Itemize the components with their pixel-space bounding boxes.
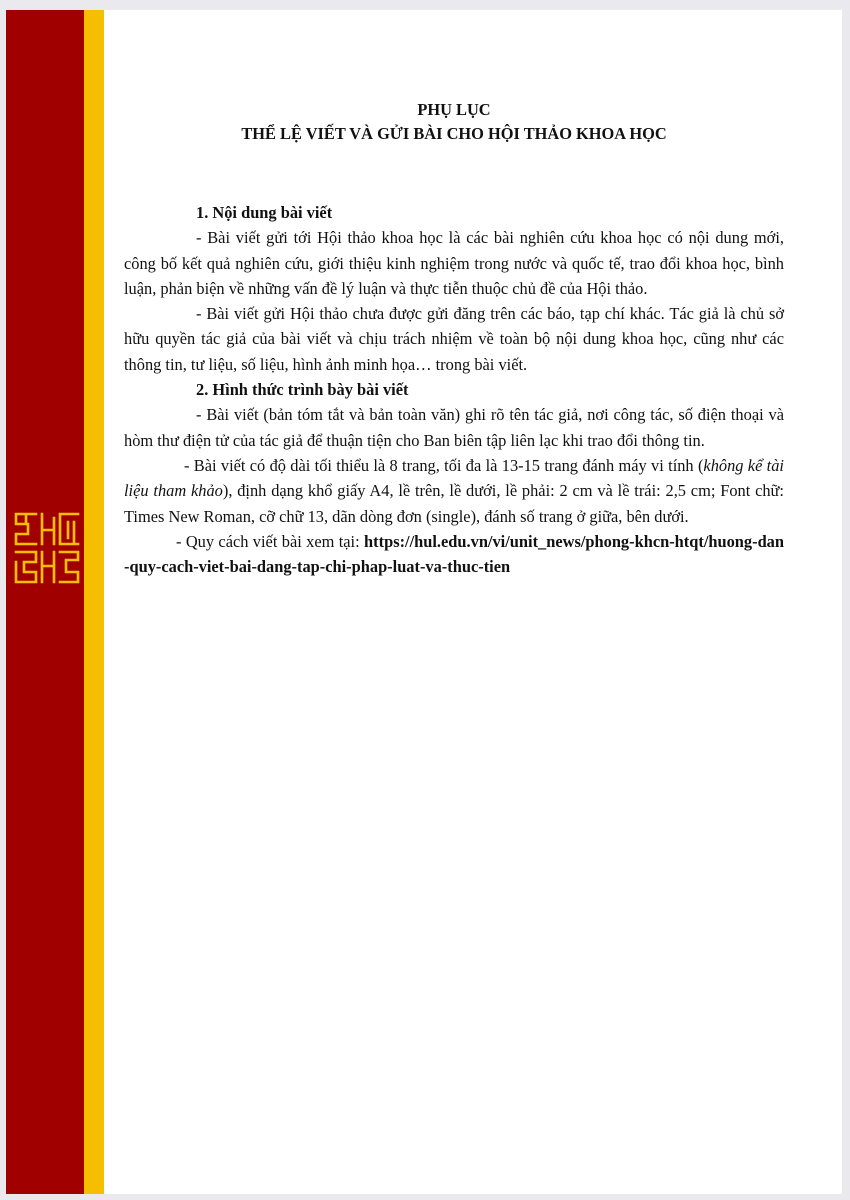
section1-heading: 1. Nội dung bài viết bbox=[196, 203, 333, 222]
section1-paragraph1: - Bài viết gửi tới Hội thảo khoa học là các bài nghiên cứu khoa học có nội dung mới, công bố kết quả nghiên cứu, giới thiệu kinh nghiệm trong nước và quốc tế, trao đổi khoa học, bình luận, phản biện về những vấn đề lý luận và thực tiễn thuộc chủ đề của Hội thảo. bbox=[124, 228, 784, 298]
italic-note: không kể tài liệu tham khảo bbox=[124, 455, 784, 501]
guideline-link[interactable]: https://hul.edu.vn/vi/unit_news/phong-khcn-htqt/huong-dan-quy-cach-viet-bai-dang-tap-chi-phap-luat-va-thuc-tien bbox=[124, 531, 784, 577]
document-content bbox=[124, 98, 784, 579]
section1-paragraph2: - Bài viết gửi Hội thảo chưa được gửi đăng trên các báo, tạp chí khác. Tác giả là chủ sở hữu quyền tác giả của bài viết và chịu trách nhiệm về toàn bộ nội dung khoa học, cũng như các thông tin, tư liệu, số liệu, hình ảnh minh họa… trong bài viết. bbox=[124, 304, 784, 374]
section2-paragraph2 bbox=[124, 453, 784, 529]
paragraph-text: - Bài viết có độ dài tối thiểu là 8 trang, tối đa là 13-15 trang đánh máy vi tính ( bbox=[184, 455, 704, 475]
gold-side-band bbox=[84, 10, 104, 1194]
appendix-title: PHỤ LỤC bbox=[417, 100, 491, 119]
paragraph-text: ), định dạng khổ giấy A4, lề trên, lề dưới, lề phải: 2 cm và lề trái: 2,5 cm; Font chữ: Times New Roman, cỡ chữ 13, dãn dòng đơn (single), đánh số trang ở giữa, bên dưới. bbox=[124, 481, 784, 526]
meander-emblem-icon bbox=[12, 510, 82, 586]
section2-paragraph3 bbox=[124, 529, 784, 580]
red-side-band bbox=[6, 10, 84, 1194]
paragraph-text: - Quy cách viết bài xem tại: bbox=[176, 531, 365, 551]
appendix-subtitle: THỂ LỆ VIẾT VÀ GỬI BÀI CHO HỘI THẢO KHOA HỌC bbox=[241, 124, 667, 143]
section2-heading: 2. Hình thức trình bày bài viết bbox=[196, 380, 409, 400]
document-page bbox=[6, 10, 842, 1194]
section2-paragraph1: - Bài viết (bản tóm tắt và bản toàn văn) ghi rõ tên tác giả, nơi công tác, số điện thoại và hòm thư điện tử của tác giả để thuận tiện cho Ban biên tập liên lạc khi trao đổi thông tin. bbox=[124, 405, 784, 450]
